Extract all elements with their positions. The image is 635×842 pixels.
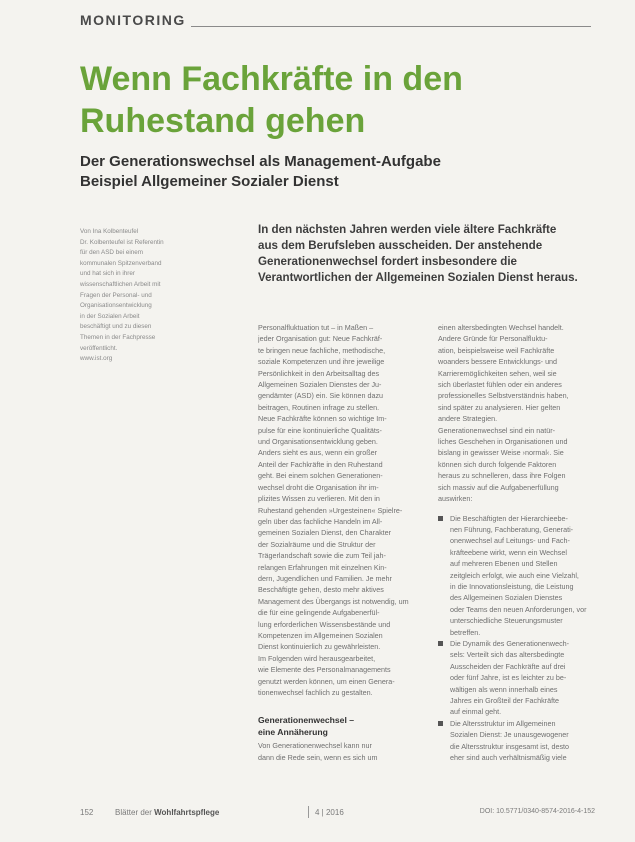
text-line: unterschiedliche Steuerungsmuster — [450, 616, 563, 626]
text-line: gendämter (ASD) ein. Sie können dazu — [258, 391, 384, 401]
text-line: wältigen als wenn innerhalb eines — [450, 684, 558, 694]
text-line: sich massiv auf die Aufgabenerfüllung — [438, 482, 559, 492]
author-note — [80, 227, 220, 365]
text-line: Die Altersstruktur im Allgemeinen — [450, 718, 556, 728]
text-line: tionenwechsel fachlich zu gestalten. — [258, 688, 373, 697]
text-line: onenwechsel auf Leitungs- und Fach- — [450, 536, 570, 546]
article-subtitle — [80, 152, 560, 192]
text-line: Anteil der Fachkräfte in den Ruhestand — [258, 459, 383, 469]
text-line: Im Folgenden wird herausgearbeitet, — [258, 653, 376, 663]
lead-line: Generationenwechsel fordert insbesondere die — [258, 255, 517, 268]
article-title — [80, 58, 540, 142]
text-line: und Organisationsentwicklung geben. — [258, 437, 378, 447]
text-line: eher sind auch verhältnismäßig viele — [450, 753, 567, 763]
author-note-line: Fragen der Personal- und — [80, 291, 152, 299]
text-line: des Allgemeinen Sozialen Dienstes — [450, 593, 563, 603]
text-line: Allgemeinen Sozialen Dienstes der Ju- — [258, 380, 382, 390]
text-line: woanders bessere Entwicklungs- und — [438, 357, 558, 367]
section-label: MONITORING — [80, 12, 186, 28]
publication-name — [115, 808, 219, 817]
title-line: Wenn Fachkräfte in den — [80, 60, 463, 98]
body-column-left — [258, 322, 428, 763]
text-line: Generationenwechsel sind ein natür- — [438, 425, 556, 435]
author-note-line: veröffentlicht. — [80, 344, 118, 352]
text-line: auf mehreren Ebenen und Stellen — [450, 559, 558, 569]
author-note-line: kommunalen Spitzenverband — [80, 259, 162, 267]
text-line: geht. Bei einem solchen Generationen- — [258, 471, 383, 481]
text-line: pulse für eine kontinuierliche Qualitäts- — [258, 425, 382, 435]
author-note-line: Themen in der Fachpresse — [80, 333, 156, 341]
text-line: soziale Kompetenzen und ihre jeweilige — [258, 357, 385, 367]
text-line: Ausscheiden der Fachkräfte auf drei — [450, 661, 566, 671]
text-line: heraus zu schnelleren, dass ihre Folgen — [438, 471, 566, 481]
text-line: plizites Wissen zu verlieren. Mit den in — [258, 494, 380, 504]
section-heading — [258, 714, 428, 738]
title-line: Ruhestand gehen — [80, 102, 366, 140]
publication-bold: Wohlfahrtspflege — [154, 808, 220, 817]
body-text — [258, 322, 428, 698]
text-line: auswirken: — [438, 494, 473, 504]
text-line: geln über das fachliche Handeln im All- — [258, 516, 383, 526]
text-line: Andere Gründe für Personalfluktu- — [438, 334, 548, 344]
text-line: genutzt werden können, um einen Genera- — [258, 676, 395, 686]
text-line: einen altersbedingten Wechsel handelt. — [438, 323, 564, 332]
text-line: die für eine gelingende Aufgabenerfül- — [258, 608, 380, 618]
body-text — [258, 740, 428, 763]
text-line: oder Teams den neuen Anforderungen, vor — [450, 604, 587, 614]
lead-paragraph — [258, 222, 603, 286]
text-line: die Altersstruktur insgesamt ist, desto — [450, 741, 570, 751]
publication-prefix: Blätter der — [115, 808, 152, 817]
text-line: relangen Erfahrungen mit einzelnen Kin- — [258, 562, 387, 572]
text-line: liches Geschehen in Organisationen und — [438, 437, 568, 447]
text-line: Anders sieht es aus, wenn ein großer — [258, 448, 378, 458]
text-line: können sich durch folgende Faktoren — [438, 459, 557, 469]
text-line: in die Innovationsleistung, die Leistung — [450, 581, 574, 591]
author-note-line: und hat sich in ihrer — [80, 270, 135, 278]
bullet-list — [438, 513, 608, 764]
text-line: andere Strategien. — [438, 414, 498, 424]
text-line: bislang in gewisser Weise ›normal‹. Sie — [438, 448, 564, 458]
text-line: sich überlastet fühlen oder ein anderes — [438, 380, 562, 390]
author-note-line: Von Ina Kolbenteufel — [80, 228, 139, 235]
text-line: kräfteebene wirkt, wenn ein Wechsel — [450, 547, 567, 557]
author-note-line: in der Sozialen Arbeit — [80, 312, 140, 320]
text-line: ation, beispielsweise weil Fachkräfte — [438, 345, 555, 355]
text-line: Beschäftigte gehen, desto mehr aktives — [258, 585, 384, 595]
text-line: jeder Organisation gut: Neue Fachkräf- — [258, 334, 383, 344]
author-note-line: wissenschaftlichen Arbeit mit — [80, 280, 161, 288]
page-number: 152 — [80, 808, 94, 817]
text-line: professionelles Selbstverständnis haben, — [438, 391, 569, 401]
author-note-line: Organisationsentwicklung — [80, 302, 152, 310]
text-line: te bringen neue fachliche, methodische, — [258, 345, 386, 355]
bullet-item — [438, 513, 608, 638]
text-line: sind später zu analysieren. Hier gelten — [438, 402, 561, 412]
text-line: Jahres ein Großteil der Fachkräfte — [450, 696, 560, 705]
body-column-right — [438, 322, 608, 763]
text-line: nen Führung, Fachberatung, Generati- — [450, 524, 574, 534]
text-line: dann die Rede sein, wenn es sich um — [258, 752, 378, 762]
text-line: Die Beschäftigten der Hierarchieebe- — [450, 513, 568, 523]
text-line: Kompetenzen im Allgemeinen Sozialen — [258, 630, 383, 640]
text-line: Sozialen Dienst: Je unausgewogener — [450, 730, 569, 740]
text-line: gemeinen Sozialen Dienst, den Charakter — [258, 528, 392, 538]
author-note-line: beschäftigt und zu diesen — [80, 323, 152, 331]
text-line: auf einmal geht. — [450, 707, 502, 717]
text-line: Management des Übergangs ist notwendig, um — [258, 596, 409, 606]
text-line: oder fünf Jahre, ist es leichter zu be- — [450, 673, 567, 683]
text-line: Die Dynamik des Generationenwech- — [450, 638, 570, 648]
section-divider — [191, 26, 591, 27]
text-line: Neue Fachkräfte können so wichtige Im- — [258, 414, 387, 424]
bullet-item — [438, 718, 608, 764]
text-line: Karrieremöglichkeiten sehen, weil sie — [438, 368, 557, 378]
text-line: Trägerlandschaft sowie die zum Teil jah- — [258, 551, 386, 561]
text-line: Personalfluktuation tut – in Maßen – — [258, 323, 374, 332]
text-line: sels: Verteilt sich das altersbedingte — [450, 650, 565, 660]
heading-line: Generationenwechsel – — [258, 715, 354, 726]
text-line: Persönlichkeit in den Arbeitsalltag des — [258, 368, 380, 378]
text-line: Von Generationenwechsel kann nur — [258, 741, 372, 751]
text-line: wie Elemente des Personalmanagements — [258, 665, 391, 675]
bullet-item — [438, 638, 608, 718]
text-line: betreffen. — [450, 627, 481, 637]
issue-number: 4 | 2016 — [315, 808, 344, 817]
lead-line: aus dem Berufsleben ausscheiden. Der anstehende — [258, 239, 543, 252]
text-line: beitragen, Routinen infrage zu stellen. — [258, 402, 380, 412]
text-line: der Sozialräume und die Struktur der — [258, 539, 376, 549]
author-note-line: für den ASD bei einem — [80, 249, 144, 257]
text-line: Dienst kontinuierlich zu gewährleisten. — [258, 642, 381, 652]
page-footer — [80, 808, 595, 822]
author-note-line: Dr. Kolbenteufel ist Referentin — [80, 238, 164, 246]
lead-line: In den nächsten Jahren werden viele ältere Fachkräfte — [258, 223, 557, 236]
text-line: dern, Jugendlichen und Familien. Je mehr — [258, 573, 392, 583]
heading-line: eine Annäherung — [258, 727, 328, 738]
text-line: zeitgleich erfolgt, wie auch eine Vielzahl, — [450, 570, 579, 580]
text-line: lung erforderlichen Wissensbestände und — [258, 619, 391, 629]
author-note-line: www.ist.org — [80, 355, 113, 363]
footer-separator — [308, 806, 309, 818]
subtitle-line: Beispiel Allgemeiner Sozialer Dienst — [80, 173, 339, 190]
subtitle-line: Der Generationswechsel als Management-Aufgabe — [80, 153, 441, 170]
doi: DOI: 10.5771/0340-8574-2016-4-152 — [479, 808, 595, 815]
lead-line: Verantwortlichen der Allgemeinen Sozialen Dienst heraus. — [258, 271, 578, 284]
text-line: wechsel droht die Organisation ihr im- — [258, 482, 379, 492]
body-text — [438, 322, 608, 505]
text-line: Ruhestand gehenden »Urgesteinen« Spielre- — [258, 505, 403, 515]
